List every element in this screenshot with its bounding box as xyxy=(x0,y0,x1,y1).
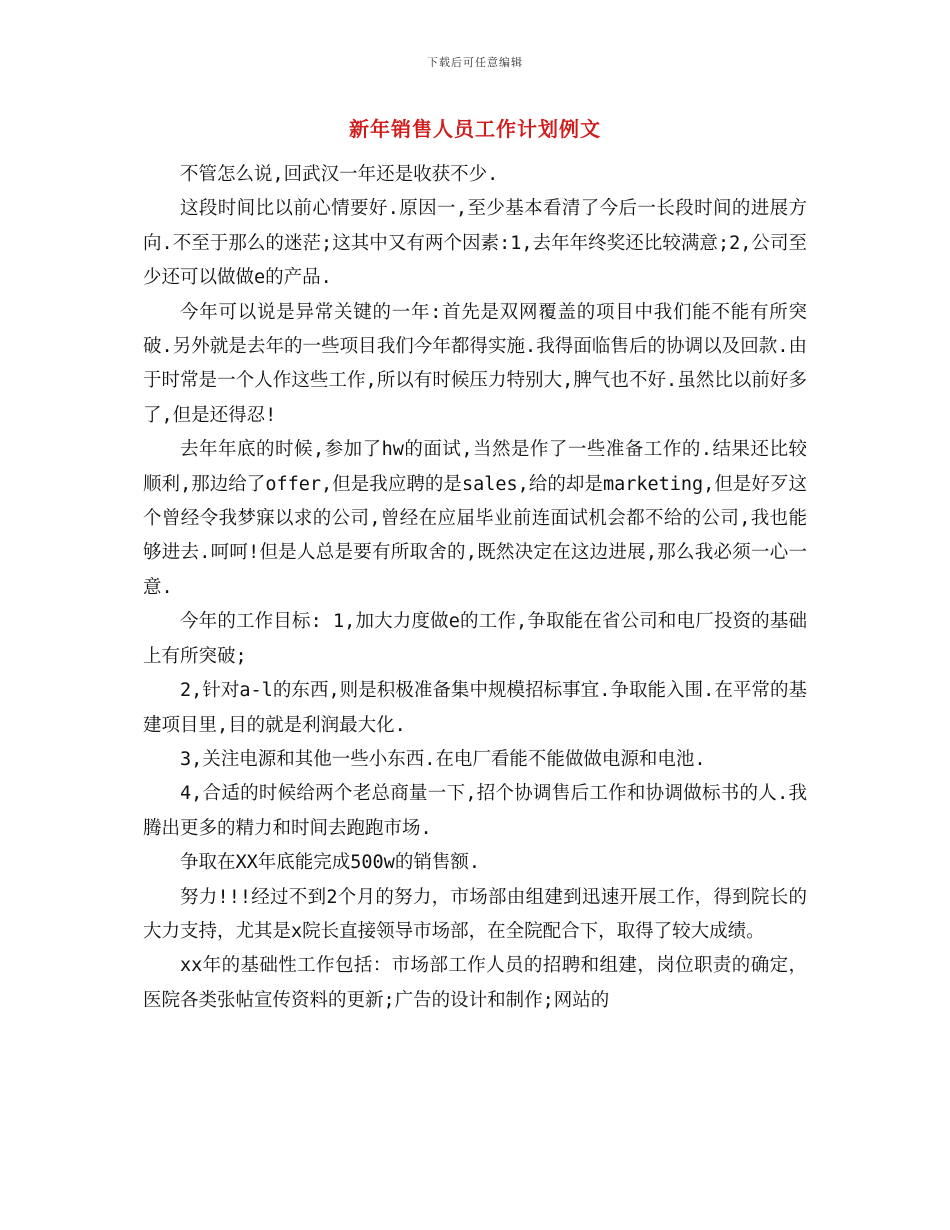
paragraph: 不管怎么说,回武汉一年还是收获不少. xyxy=(180,164,499,185)
paragraph: 4,合适的时候给两个老总商量一下,招个协调售后工作和协调做标书的人.我腾出更多的精力和时间去跑跑市场. xyxy=(143,783,807,839)
paragraph: 争取在XX年底能完成500w的销售额. xyxy=(180,852,480,874)
paragraph: 今年可以说是异常关键的一年:首先是双网覆盖的项目中我们能不能有所突破.另外就是去年的一些项目我们今年都得实施.我得面临售后的协调以及回款.由于时常是一个人作这些工作,所以有时候压力特别大,脾气也不好.虽然比以前好多了,但是还得忍! xyxy=(143,301,807,426)
document-title: 新年销售人员工作计划例文 xyxy=(349,117,601,141)
document-body xyxy=(143,158,807,1018)
paragraph: 今年的工作目标: 1,加大力度做e的工作,争取能在省公司和电厂投资的基础上有所突破; xyxy=(143,611,807,667)
paragraph: 2,针对a-l的东西,则是积极准备集中规模招标事宜.争取能入围.在平常的基建项目里,目的就是利润最大化. xyxy=(143,680,807,736)
header-note: 下载后可任意编辑 xyxy=(427,56,523,69)
paragraph: 这段时间比以前心情要好.原因一,至少基本看清了今后一长段时间的进展方向.不至于那么的迷茫;这其中又有两个因素:1,去年年终奖还比较满意;2,公司至少还可以做做e的产品. xyxy=(143,198,807,289)
paragraph: 努力!!!经过不到2个月的努力，市场部由组建到迅速开展工作，得到院长的大力支持，尤其是x院长直接领导市场部，在全院配合下，取得了较大成绩。 xyxy=(143,886,807,942)
paragraph: xx年的基础性工作包括：市场部工作人员的招聘和组建，岗位职责的确定，医院各类张帖宣传资料的更新;广告的设计和制作;网站的 xyxy=(143,955,807,1011)
paragraph: 3,关注电源和其他一些小东西.在电厂看能不能做做电源和电池. xyxy=(180,748,706,770)
paragraph: 去年年底的时候,参加了hw的面试,当然是作了一些准备工作的.结果还比较顺利,那边给了offer,但是我应聘的是sales,给的却是marketing,但是好歹这个曾经令我梦寐以求的公司,曾经在应届毕业前连面试机会都不给的公司,我也能够进去.呵呵!但是人总是要有所取舍的,既然决定在这边进展,那么我必须一心一意. xyxy=(143,439,807,598)
